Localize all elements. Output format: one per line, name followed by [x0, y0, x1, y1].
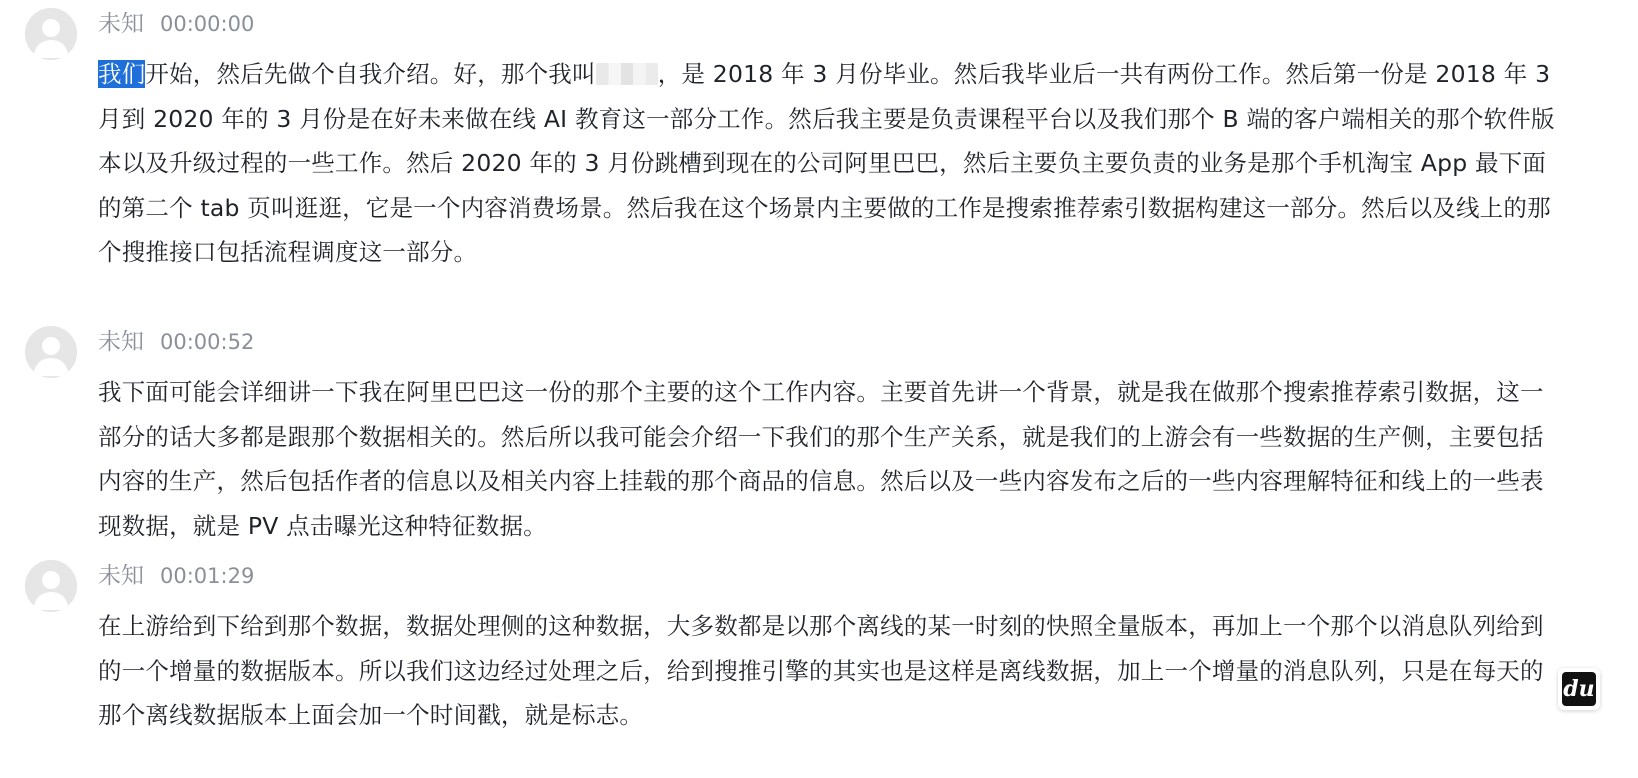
du-badge-label: du [1562, 672, 1596, 706]
timestamp[interactable]: 00:00:52 [160, 330, 255, 354]
transcript-text[interactable]: 在上游给到下给到那个数据，数据处理侧的这种数据，大多数都是以那个离线的某一时刻的快照全量版本，再加上一个那个以消息队列给到的一个增量的数据版本。所以我们这边经过处理之后，给到搜推引擎的其实也是这样是离线数据，加上一个增量的消息队列，只是在每天的那个离线数据版本上面会加一个时间戳，就是标志。 [98, 612, 1544, 729]
user-avatar-icon [25, 8, 77, 60]
speaker-name: 未知 [98, 563, 144, 589]
du-logo-icon[interactable] [1558, 668, 1600, 710]
entry-meta [98, 328, 254, 356]
speaker-name: 未知 [98, 11, 144, 37]
user-avatar-icon [25, 326, 77, 378]
text-segment: 开始，然后先做个自我介绍。好，那个我叫 [145, 60, 596, 88]
redacted-name [596, 63, 658, 85]
speaker-name: 未知 [98, 329, 144, 355]
transcript-text[interactable] [98, 52, 1558, 275]
text-segment: ，是 2018 年 3 月份毕业。然后我毕业后一共有两份工作。然后第一份是 2018 年 3 月到 2020 年的 3 月份是在好未来做在线 AI 教育这一部分工作。然后我主要是负责课程平台以及我们那个 B 端的客户端相关的那个软件版本以及升级过程的一些工作。然后 2020 年的 3 月份跳槽到现在的公司阿里巴巴，然后主要负主要负责的业务是那个手机淘宝 App 最下面的第二个 tab 页叫逛逛，它是一个内容消费场景。然后我在这个场景内主要做的工作是搜索推荐索引数据构建这一部分。然后以及线上的那个搜推接口包括流程调度这一部分。 [98, 60, 1555, 266]
selected-text[interactable]: 我们 [98, 60, 146, 88]
timestamp[interactable]: 00:00:00 [160, 12, 255, 36]
entry-meta [98, 10, 254, 38]
transcript-text[interactable]: 我下面可能会详细讲一下我在阿里巴巴这一份的那个主要的这个工作内容。主要首先讲一个背景，就是我在做那个搜索推荐索引数据，这一部分的话大多都是跟那个数据相关的。然后所以我可能会介绍一下我们的那个生产关系，就是我们的上游会有一些数据的生产侧，主要包括内容的生产，然后包括作者的信息以及相关内容上挂载的那个商品的信息。然后以及一些内容发布之后的一些内容理解特征和线上的一些表现数据，就是 PV 点击曝光这种特征数据。 [98, 378, 1544, 540]
user-avatar-icon [25, 560, 77, 612]
entry-meta [98, 562, 254, 590]
timestamp[interactable]: 00:01:29 [160, 564, 255, 588]
